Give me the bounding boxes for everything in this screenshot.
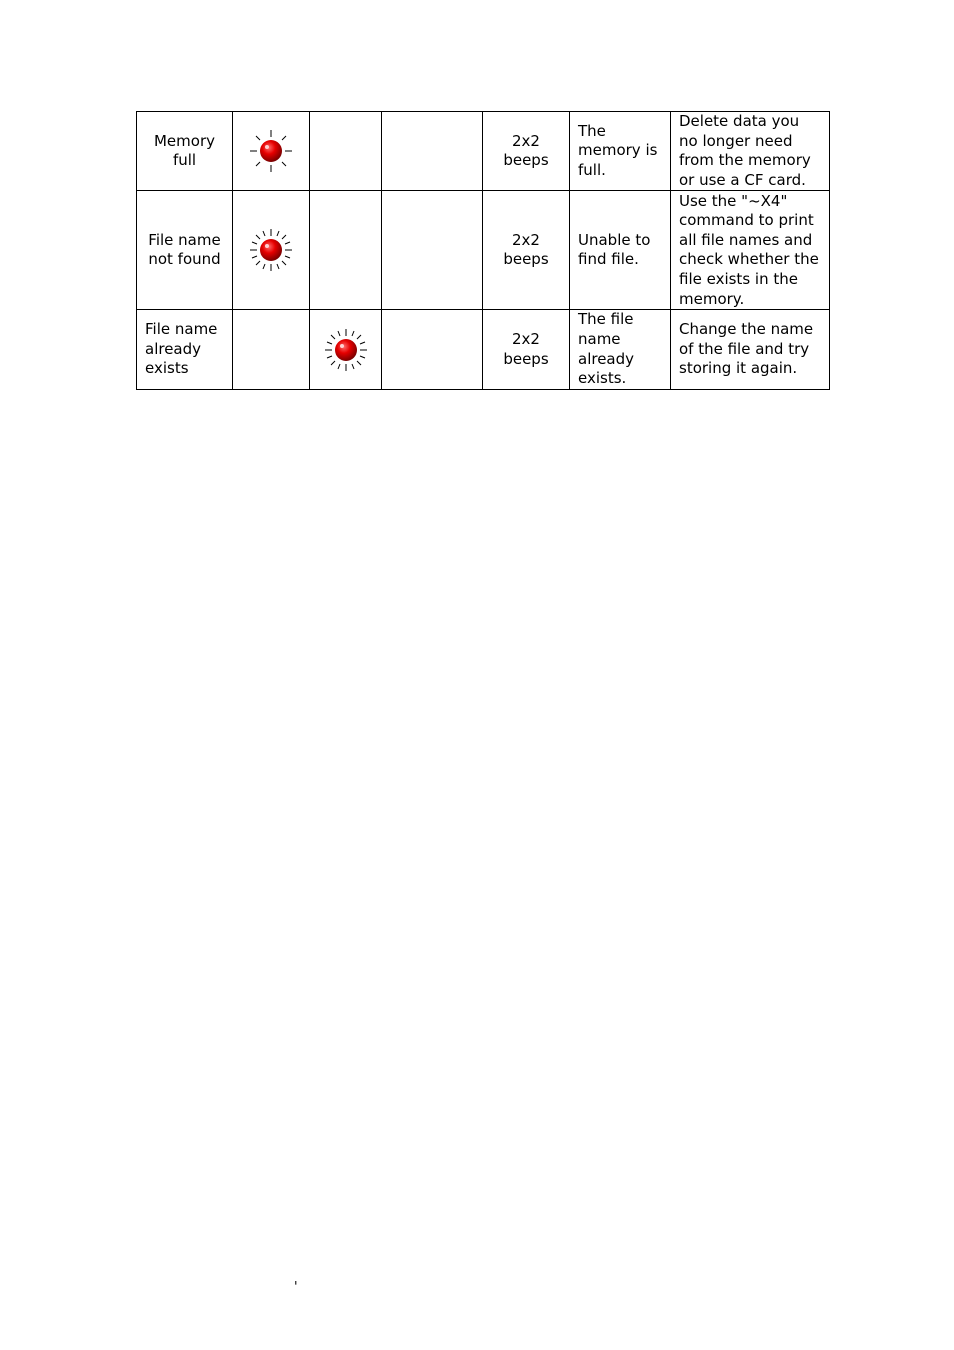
description-cell: Unable to find file. — [570, 191, 671, 310]
description-cell: The file name already exists. — [570, 310, 671, 389]
indicator-cell — [233, 310, 310, 389]
indicator-cell — [310, 112, 382, 191]
solution-cell: Change the name of the file and try storing it again. — [671, 310, 830, 389]
indicator-cell — [310, 191, 382, 310]
red-led-fast-flashing-icon — [324, 328, 368, 372]
beeps-cell: 2x2 beeps — [483, 191, 570, 310]
beeps-cell: 2x2 beeps — [483, 310, 570, 389]
footer-mark: ' — [294, 1280, 298, 1295]
indicator-cell — [233, 112, 310, 191]
solution-cell: Use the "~X4" command to print all file names and check whether the file exists in the memory. — [671, 191, 830, 310]
table-row — [137, 310, 830, 389]
solution-cell: Delete data you no longer need from the memory or use a CF card. — [671, 112, 830, 191]
indicator-cell — [382, 191, 483, 310]
description-cell: The memory is full. — [570, 112, 671, 191]
condition-cell: Memory full — [137, 112, 233, 191]
condition-cell: File name not found — [137, 191, 233, 310]
beeps-cell: 2x2 beeps — [483, 112, 570, 191]
indicator-cell — [233, 191, 310, 310]
table-row — [137, 112, 830, 191]
table-row — [137, 191, 830, 310]
red-led-fast-flashing-icon — [249, 228, 293, 272]
indicator-cell — [382, 112, 483, 191]
indicator-cell — [382, 310, 483, 389]
red-led-flashing-icon — [249, 129, 293, 173]
indicator-cell — [310, 310, 382, 389]
error-status-table — [136, 111, 830, 390]
condition-cell: File name already exists — [137, 310, 233, 389]
